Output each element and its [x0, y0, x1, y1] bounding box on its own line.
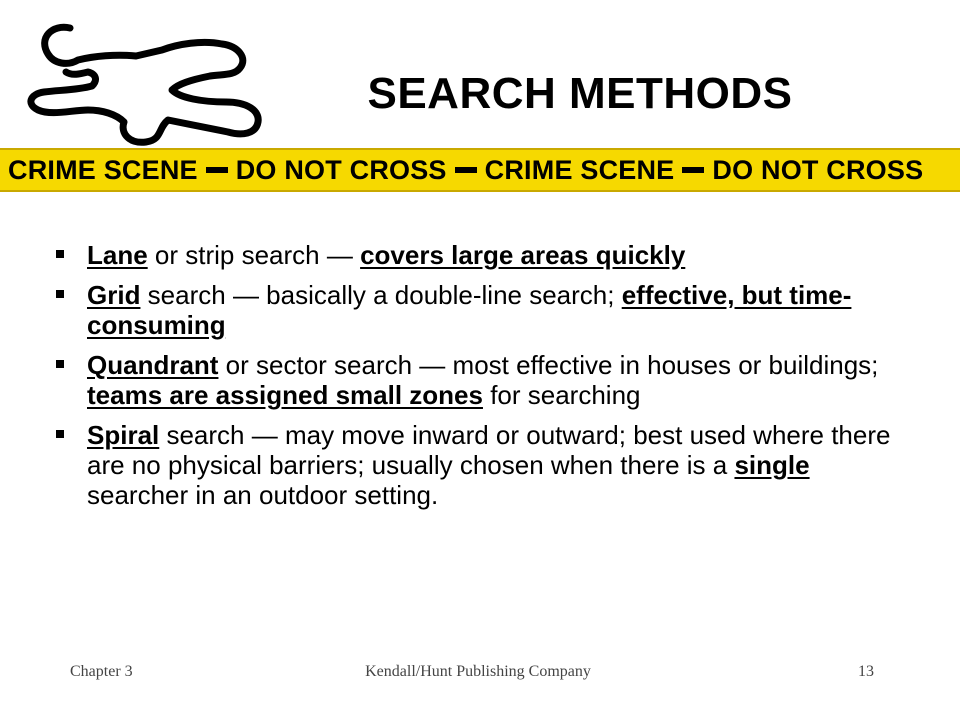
bullet-term: Quandrant [87, 350, 219, 380]
footer-page-number: 13 [858, 663, 874, 680]
tape-text: CRIME SCENE [484, 154, 675, 185]
bullet-item-grid [56, 280, 916, 340]
bullet-text: search — basically a double-line search; [140, 280, 622, 310]
search-methods-list [56, 240, 916, 520]
bullet-highlight: single [734, 450, 810, 480]
bullet-text: search — may move inward or outward; best used where there are no physical barriers; usually chosen when there is a [87, 420, 891, 480]
bullet-item-quadrant [56, 350, 916, 410]
bullet-highlight: covers large areas quickly [360, 240, 686, 270]
tape-text: DO NOT CROSS [712, 154, 924, 185]
tape-text: CRIME SCENE [8, 154, 198, 185]
tape-dash [682, 167, 704, 173]
tape-dash [206, 167, 228, 173]
footer-publisher: Kendall/Hunt Publishing Company [365, 663, 591, 680]
bullet-text: for searching [482, 380, 641, 410]
bullet-highlight: teams are assigned small zones [87, 380, 483, 410]
crime-scene-tape [0, 148, 960, 192]
bullet-text: searcher in an outdoor setting. [87, 480, 439, 510]
bullet-term: Lane [87, 240, 148, 270]
tape-text: DO NOT CROSS [235, 154, 447, 185]
bullet-highlight: effective, but time-consuming [87, 280, 852, 340]
tape-dash [455, 167, 477, 173]
bullet-term: Spiral [87, 420, 160, 450]
bullet-square-icon [56, 250, 64, 258]
footer-chapter: Chapter 3 [70, 663, 133, 680]
bullet-item-lane [56, 240, 916, 270]
bullet-text: or sector search — most effective in houses or buildings; [218, 350, 879, 380]
bullet-square-icon [56, 430, 64, 438]
bullet-square-icon [56, 360, 64, 368]
body-outline-illustration [12, 10, 270, 150]
bullet-square-icon [56, 290, 64, 298]
bullet-text: or strip search — [147, 240, 361, 270]
bullet-item-spiral [56, 420, 916, 510]
bullet-term: Grid [87, 280, 141, 310]
slide-title: SEARCH METHODS [367, 69, 793, 118]
